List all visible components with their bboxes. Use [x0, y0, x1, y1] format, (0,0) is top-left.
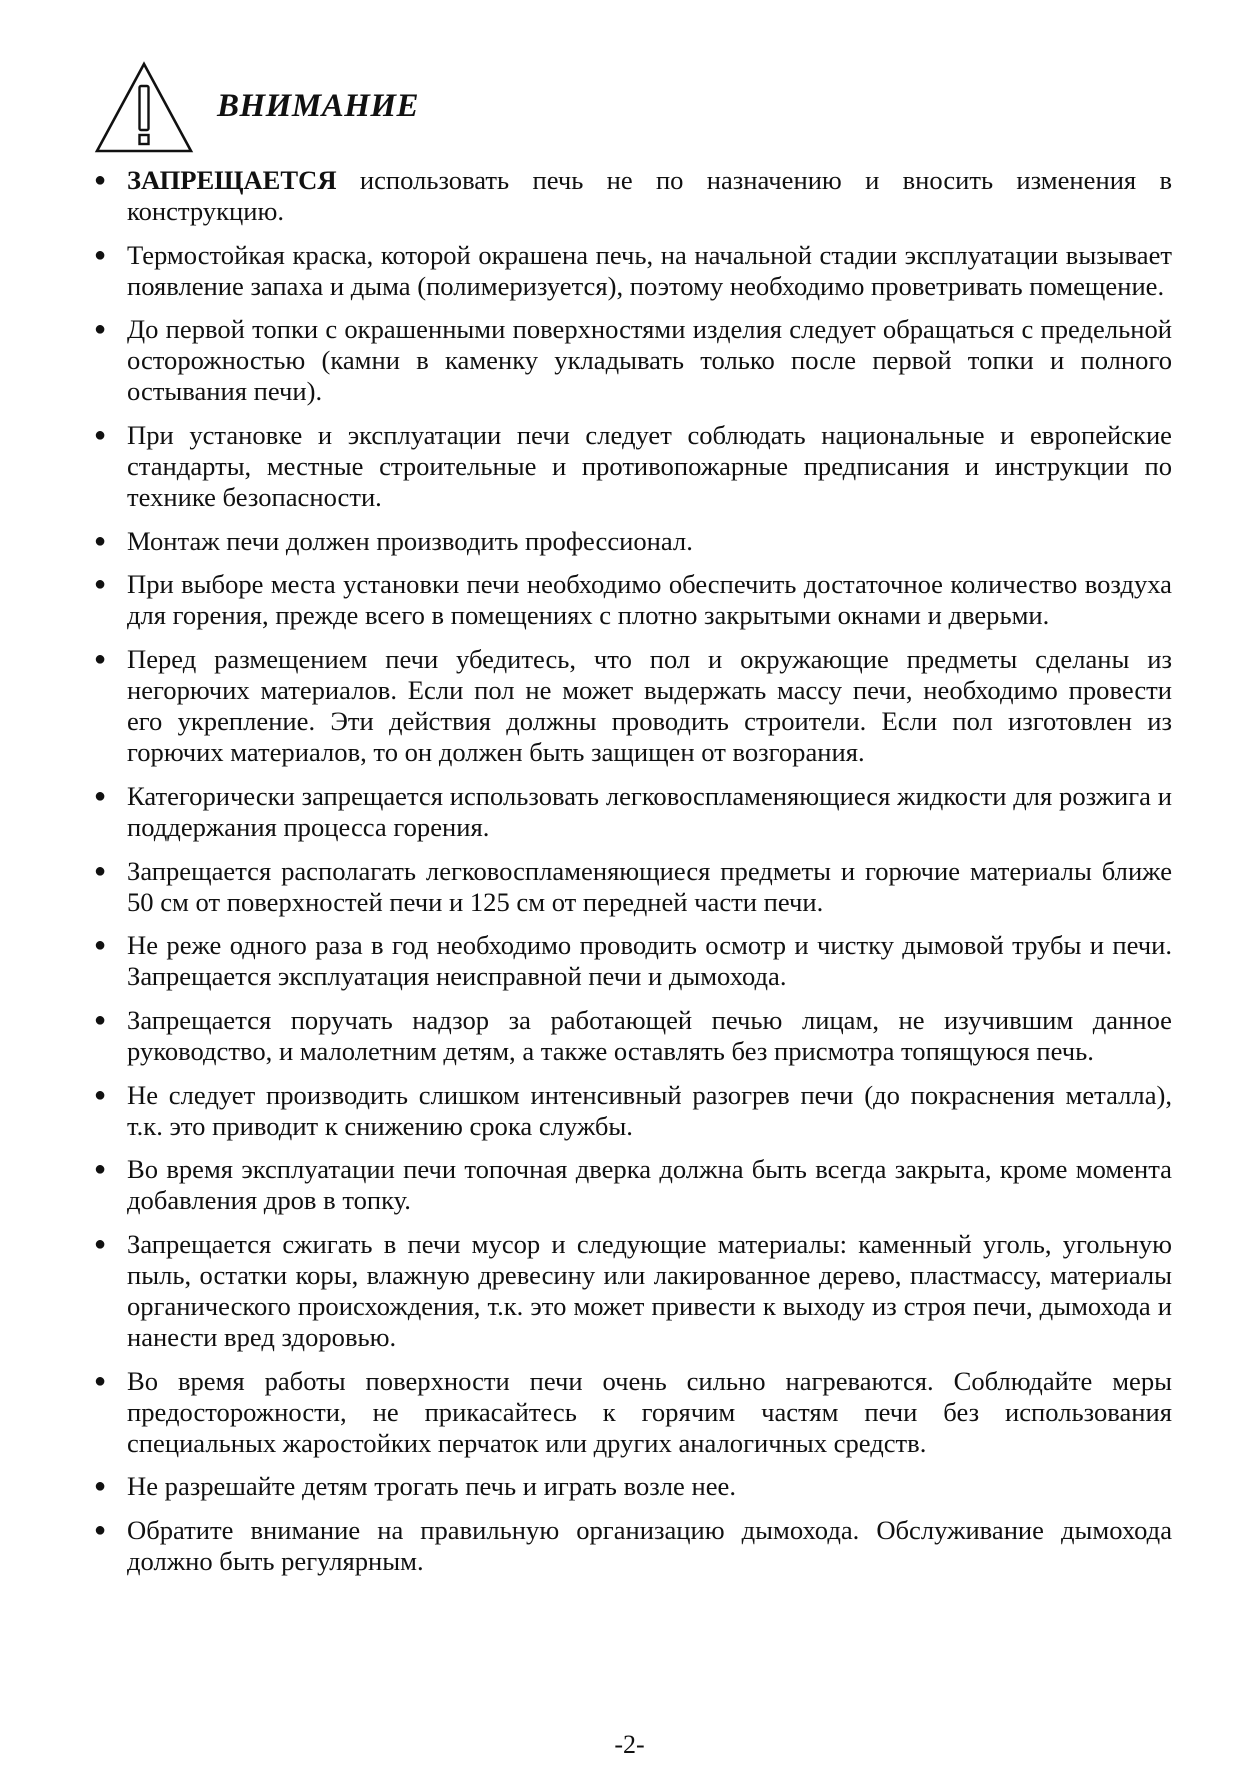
bullet-icon: ●: [94, 648, 107, 671]
bullet-icon: ●: [94, 859, 107, 882]
bullet-icon: ●: [94, 529, 107, 552]
list-item: [94, 1154, 1172, 1216]
bullet-icon: ●: [94, 1158, 107, 1181]
warning-triangle-icon: [93, 60, 195, 156]
bullet-icon: ●: [94, 1475, 107, 1498]
rule-text: Обратите внимание на правильную организацию дымохода. Обслуживание дымохода должно быть регулярным.: [127, 1515, 1172, 1576]
rule-text: При выборе места установки печи необходимо обеспечить достаточное количество воздуха для горения, прежде всего в помещениях с плотно закрытыми окнами и дверьми.: [127, 569, 1172, 631]
bullet-icon: ●: [94, 424, 107, 447]
list-item: [94, 526, 1172, 557]
rule-text: Термостойкая краска, которой окрашена печь, на начальной стадии эксплуатации вызывает появление запаха и дыма (полимеризуется), поэтому необходимо проветривать помещение.: [127, 239, 1172, 301]
bullet-icon: ●: [94, 573, 107, 596]
rule-text: Не реже одного раза в год необходимо проводить осмотр и чистку дымовой трубы и печи. Запрещается эксплуатация неисправной печи и дымохода.: [127, 930, 1172, 992]
bullet-icon: ●: [94, 1083, 107, 1106]
list-item: [94, 856, 1172, 918]
list-item: [94, 1229, 1172, 1353]
bullet-icon: ●: [94, 1519, 107, 1541]
rule-text: Категорически запрещается использовать легковоспламеняющиеся жидкости для розжига и поддержания процесса горения.: [127, 780, 1172, 842]
rule-text: Перед размещением печи убедитесь, что пол и окружающие предметы сделаны из негорючих материалов. Если пол не может выдержать массу печи, необходимо провести его укрепление. Эти действия должны проводить строители. Если пол изготовлен из горючих материалов, то он должен быть защищен от возгорания.: [127, 644, 1172, 768]
list-item: [94, 1515, 1172, 1577]
bullet-icon: ●: [94, 169, 107, 191]
rule-emphasis: ЗАПРЕЩАЕТСЯ: [127, 165, 337, 195]
bullet-icon: ●: [94, 1008, 107, 1031]
rule-text: Запрещается сжигать в печи мусор и следующие материалы: каменный уголь, угольную пыль, остатки коры, влажную древесину или лакированное дерево, пластмассу, материалы органического происхождения, т.к. это может привести к выходу из строя печи, дымохода и нанести вред здоровью.: [127, 1228, 1172, 1352]
list-item: [94, 1080, 1172, 1142]
rule-text: При установке и эксплуатации печи следует соблюдать национальные и европейские стандарты, местные строительные и противопожарные предписания и инструкции по технике безопасности.: [127, 420, 1172, 513]
rule-text: Во время работы поверхности печи очень сильно нагреваются. Соблюдайте меры предосторожности, не прикасайтесь к горячим частям печи без использования специальных жаростойких перчаток или других аналогичных средств.: [127, 1365, 1172, 1458]
list-item: [94, 1471, 1172, 1502]
list-item: [94, 314, 1172, 407]
rule-text: До первой топки с окрашенными поверхностями изделия следует обращаться с предельной осторожностью (камни в каменку укладывать только после первой топки и полного остывания печи).: [127, 314, 1172, 407]
safety-rules-list: [94, 165, 1172, 1590]
bullet-icon: ●: [94, 1232, 107, 1255]
list-item: [94, 1366, 1172, 1459]
warning-title: ВНИМАНИЕ: [217, 87, 420, 124]
page-number: -2-: [614, 1730, 645, 1759]
rule-text: Запрещается поручать надзор за работающей печью лицам, не изучившим данное руководство, и малолетним детям, а также оставлять без присмотра топящуюся печь.: [127, 1004, 1172, 1066]
list-item: [94, 240, 1172, 302]
list-item: [94, 644, 1172, 768]
list-item: [94, 1005, 1172, 1067]
rule-text: Запрещается располагать легковоспламеняющиеся предметы и горючие материалы ближе 50 см от поверхностей печи и 125 см от передней части печи.: [127, 855, 1172, 917]
list-item: [94, 569, 1172, 631]
rule-text: Не разрешайте детям трогать печь и играть возле нее.: [127, 1471, 736, 1502]
rule-text: использовать печь не по назначению и вносить изменения в конструкцию.: [127, 165, 1172, 226]
list-item: [94, 420, 1172, 513]
list-item: [94, 165, 1172, 227]
bullet-icon: ●: [94, 243, 107, 266]
rule-text: Монтаж печи должен производить профессионал.: [127, 525, 693, 556]
rule-text: Не следует производить слишком интенсивный разогрев печи (до покраснения металла), т.к. это приводит к снижению срока службы.: [127, 1079, 1172, 1141]
bullet-icon: ●: [94, 318, 107, 341]
bullet-icon: ●: [94, 1369, 107, 1392]
bullet-icon: ●: [94, 934, 107, 957]
list-item: [94, 781, 1172, 843]
rule-text: Во время эксплуатации печи топочная дверка должна быть всегда закрыта, кроме момента добавления дров в топку.: [127, 1154, 1172, 1216]
bullet-icon: ●: [94, 784, 107, 807]
warning-header: [93, 58, 419, 158]
list-item: [94, 930, 1172, 992]
